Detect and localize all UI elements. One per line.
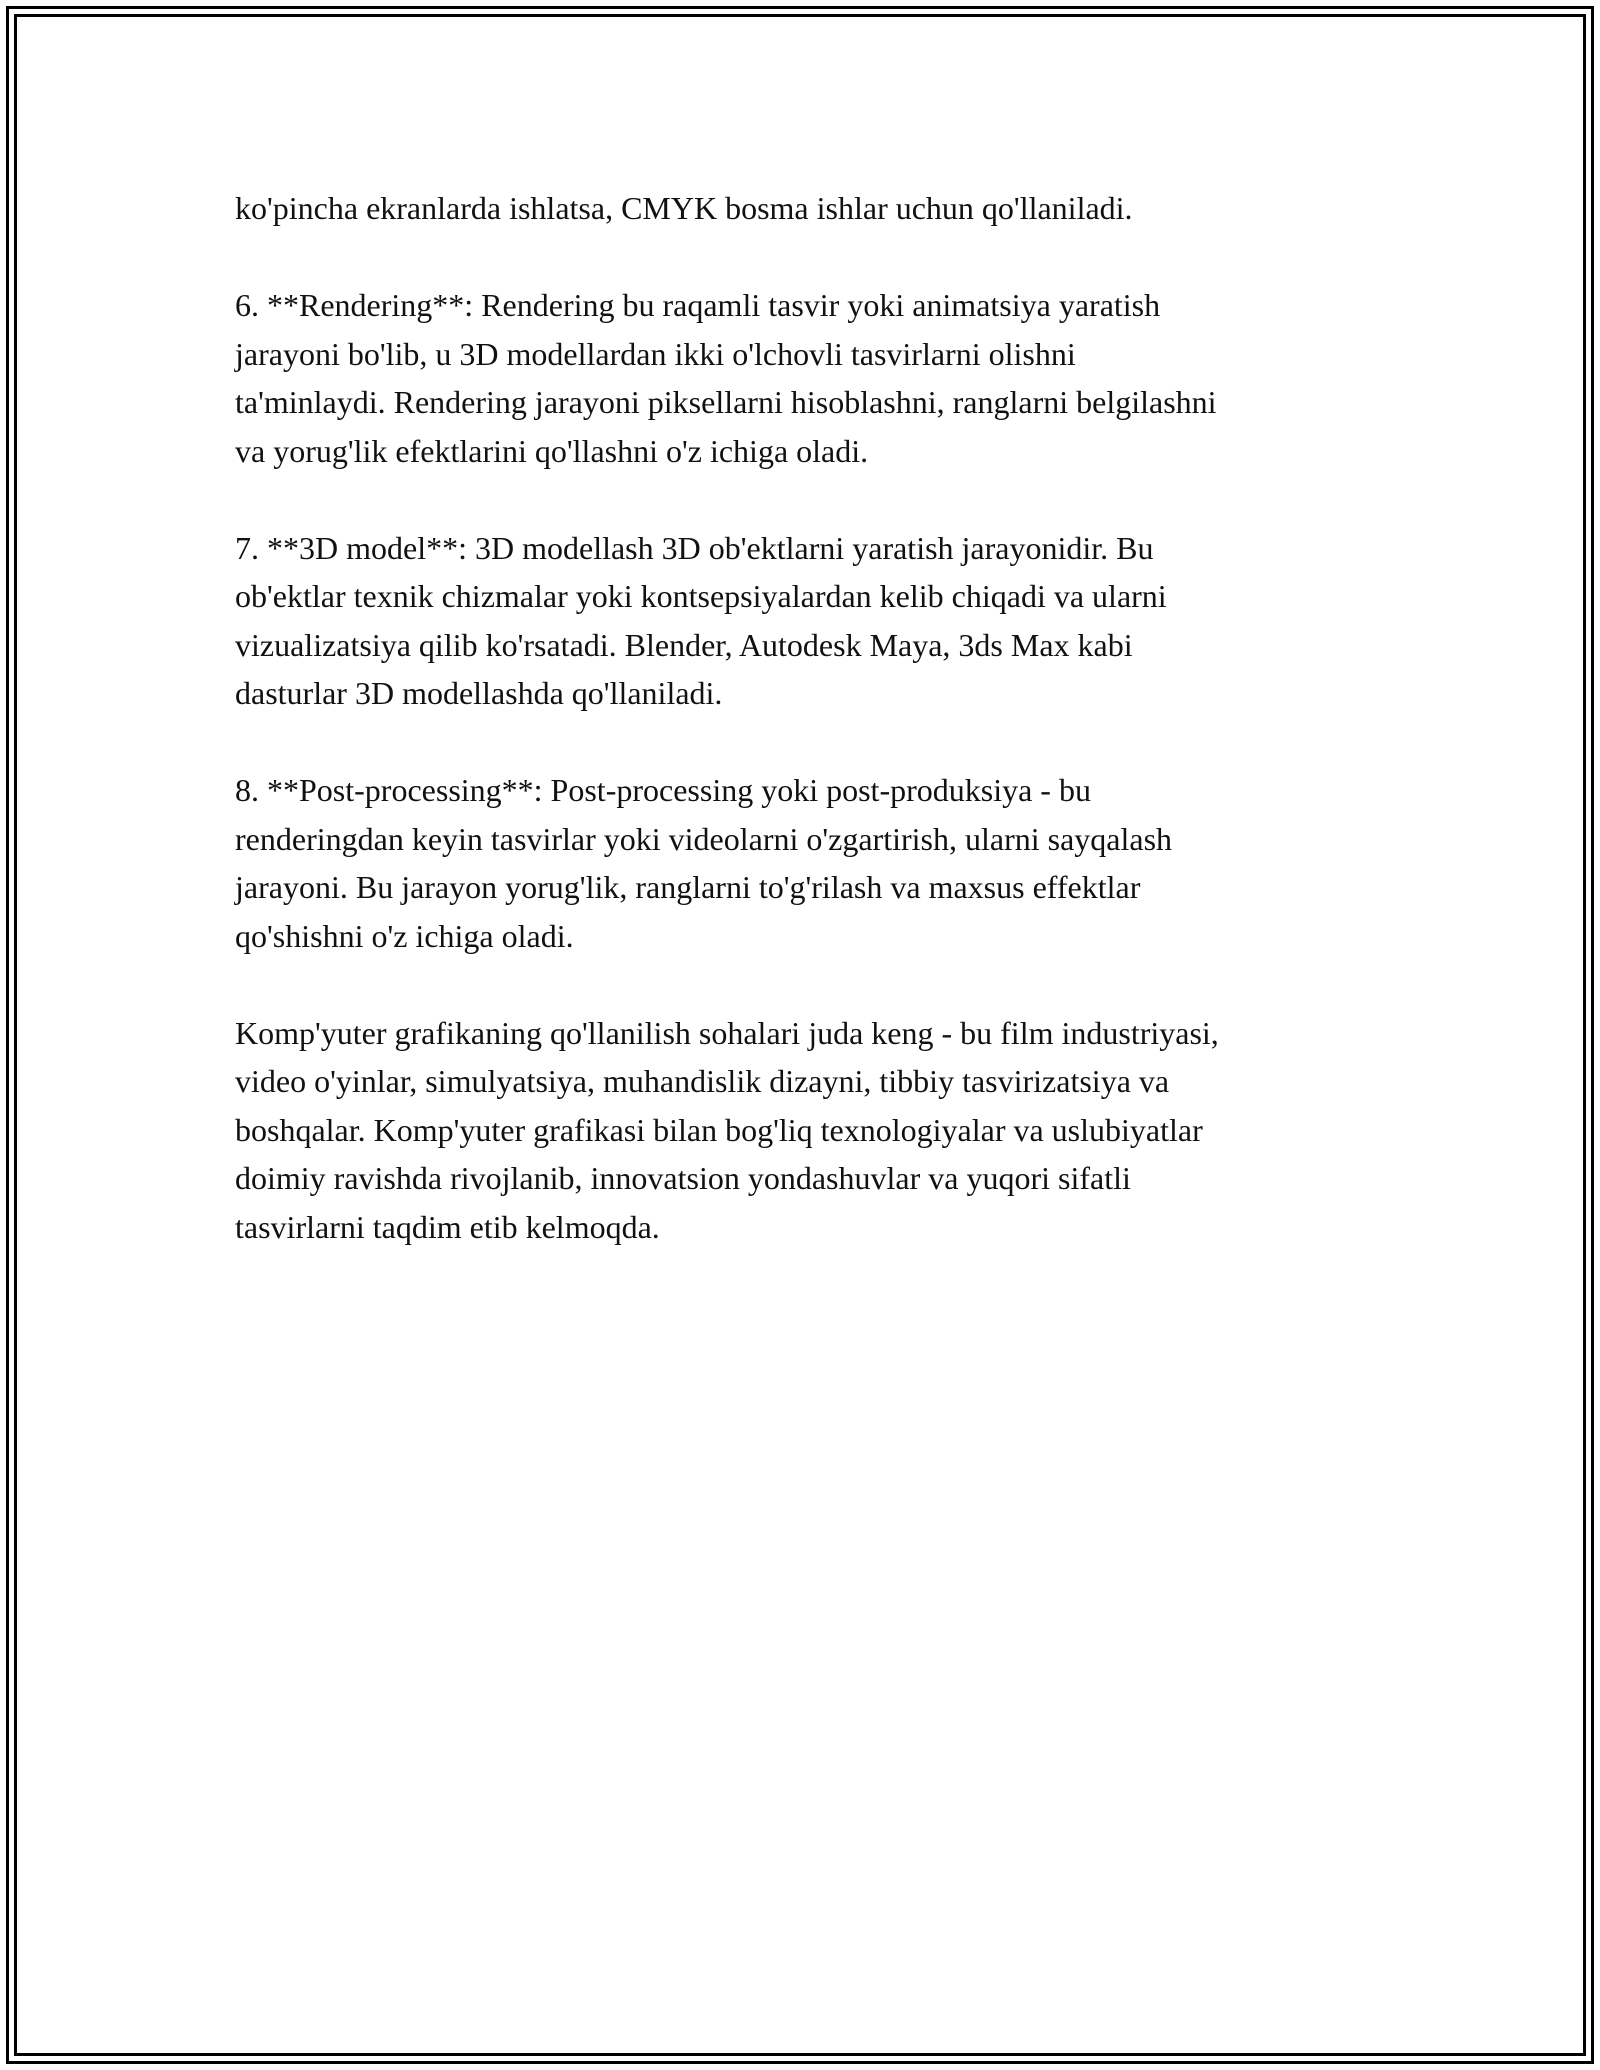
paragraph-color-models-continued: ko'pincha ekranlarda ishlatsa, CMYK bosma ishlar uchun qo'llaniladi.: [235, 190, 1133, 226]
document-body: [235, 184, 1385, 1251]
paragraph-rendering: 6. **Rendering**: Rendering bu raqamli tasvir yoki animatsiya yaratish jarayoni bo'lib, u 3D modellardan ikki o'lchovli tasvirlarni olishni ta'minlaydi. Rendering jarayoni piksellarni hisoblashni, ranglarni belgilashni va yorug'lik efektlarini qo'llashni o'z ichiga oladi.: [235, 287, 1217, 469]
paragraph-3d-model: 7. **3D model**: 3D modellash 3D ob'ektlarni yaratish jarayonidir. Bu ob'ektlar texnik chizmalar yoki kontsepsiyalardan kelib chiqadi va ularni vizualizatsiya qilib ko'rsatadi. Blender, Autodesk Maya, 3ds Max kabi dasturlar 3D modellashda qo'llaniladi.: [235, 529, 1167, 711]
paragraph-applications-conclusion: Komp'yuter grafikaning qo'llanilish sohalari juda keng - bu film industriyasi, video o'yinlar, simulyatsiya, muhandislik dizayni, tibbiy tasvirizatsiya va boshqalar. Komp'yuter grafikasi bilan bog'liq texnologiyalar va uslubiyatlar doimiy ravishda rivojlanib, innovatsion yondashuvlar va yuqori sifatli tasvirlarni taqdim etib kelmoqda.: [235, 1014, 1219, 1245]
paragraph-post-processing: 8. **Post-processing**: Post-processing yoki post-produksiya - bu renderingdan keyin tasvirlar yoki videolarni o'zgartirish, ularni sayqalash jarayoni. Bu jarayon yorug'lik, ranglarni to'g'rilash va maxsus effektlar qo'shishni o'z ichiga oladi.: [235, 772, 1173, 954]
